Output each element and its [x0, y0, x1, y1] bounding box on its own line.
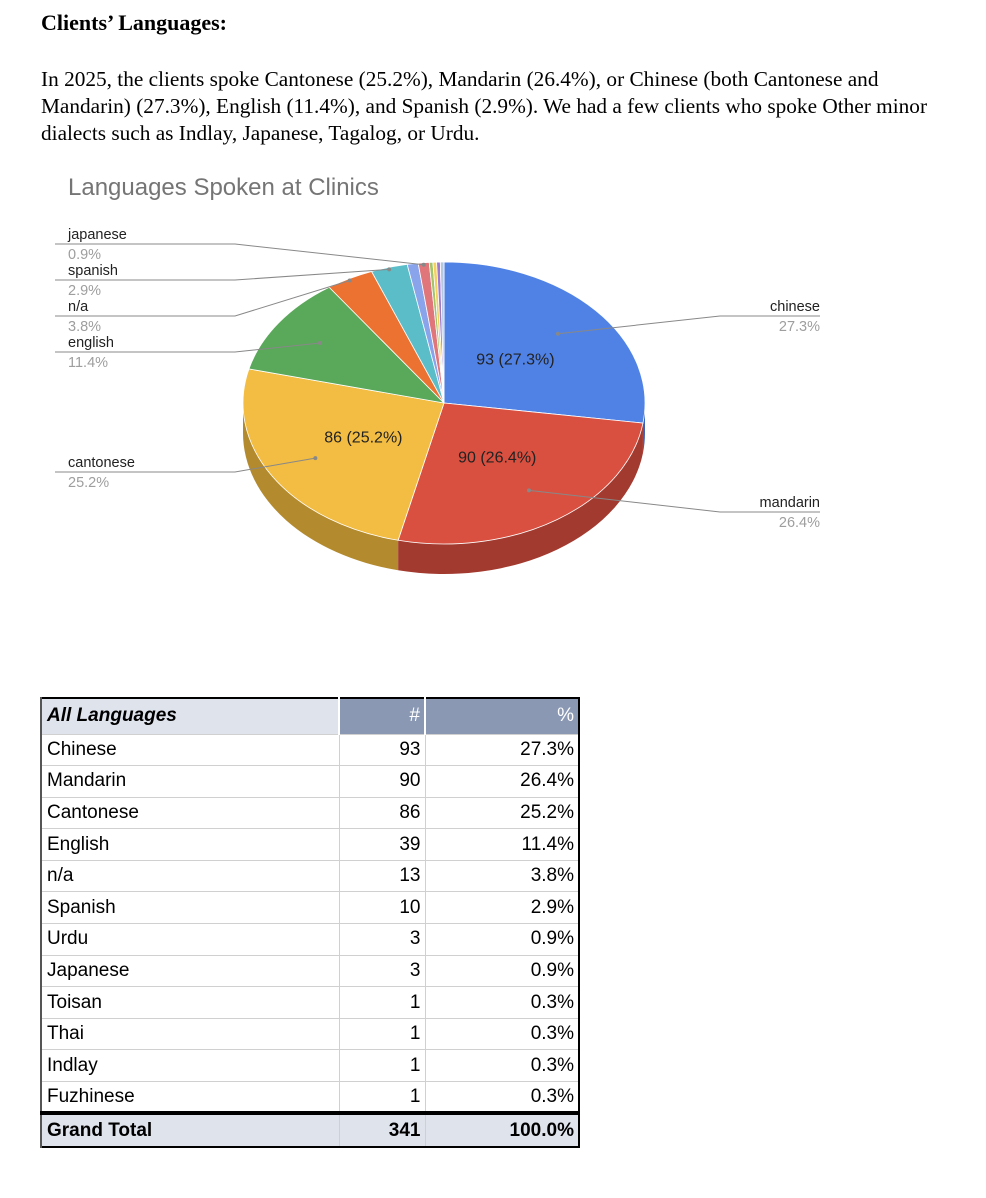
count-cell: 93 — [339, 734, 425, 766]
grand-total-label: Grand Total — [41, 1113, 339, 1147]
count-cell: 90 — [339, 766, 425, 798]
percent-cell: 11.4% — [425, 829, 579, 861]
language-cell: n/a — [41, 860, 339, 892]
header-count: # — [339, 698, 425, 734]
language-cell: Spanish — [41, 892, 339, 924]
table-row — [41, 797, 579, 829]
count-cell: 3 — [339, 924, 425, 956]
language-cell: Fuzhinese — [41, 1082, 339, 1114]
intro-paragraph: In 2025, the clients spoke Cantonese (25.2%), Mandarin (26.4%), or Chinese (both Cantonese and Mandarin) (27.3%), English (11.4%), and Spanish (2.9%). We had a few clients who spoke Other minor dialects such as Indlay, Japanese, Tagalog, or Urdu. — [41, 67, 928, 145]
percent-cell: 0.3% — [425, 987, 579, 1019]
languages-pie-chart — [0, 160, 986, 640]
grand-total-row — [41, 1113, 579, 1147]
table-row — [41, 1018, 579, 1050]
language-cell: English — [41, 829, 339, 861]
language-cell: Thai — [41, 1018, 339, 1050]
slice-label-cantonese: 86 (25.2%) — [324, 429, 403, 447]
count-cell: 10 — [339, 892, 425, 924]
percent-cell: 2.9% — [425, 892, 579, 924]
legend-name-mandarin: mandarin — [759, 495, 820, 511]
legend-pct-mandarin: 26.4% — [778, 515, 820, 531]
table-header-row — [41, 698, 579, 734]
language-cell: Mandarin — [41, 766, 339, 798]
table-row — [41, 892, 579, 924]
legend-pct-english: 11.4% — [68, 355, 109, 371]
pie-slice-chinese — [444, 262, 645, 423]
count-cell: 1 — [339, 1050, 425, 1082]
table-row — [41, 1082, 579, 1114]
leader-dot-spanish — [387, 267, 391, 271]
percent-cell: 25.2% — [425, 797, 579, 829]
table-row — [41, 829, 579, 861]
section-heading: Clients’ Languages: — [41, 10, 227, 35]
legend-pct-na: 3.8% — [68, 319, 102, 335]
language-cell: Cantonese — [41, 797, 339, 829]
table-row — [41, 987, 579, 1019]
table-row — [41, 955, 579, 987]
percent-cell: 26.4% — [425, 766, 579, 798]
legend-name-english: english — [68, 335, 114, 351]
count-cell: 1 — [339, 1018, 425, 1050]
slice-label-chinese: 93 (27.3%) — [476, 351, 555, 369]
count-cell: 1 — [339, 1082, 425, 1114]
leader-dot-na — [348, 278, 352, 282]
grand-total-count: 341 — [339, 1113, 425, 1147]
count-cell: 86 — [339, 797, 425, 829]
languages-table — [40, 697, 580, 1148]
legend-name-japanese: japanese — [68, 227, 127, 243]
percent-cell: 3.8% — [425, 860, 579, 892]
table-row — [41, 734, 579, 766]
language-cell: Indlay — [41, 1050, 339, 1082]
leader-dot-cantonese — [313, 456, 317, 460]
count-cell: 39 — [339, 829, 425, 861]
table-row — [41, 1050, 579, 1082]
count-cell: 13 — [339, 860, 425, 892]
legend-pct-japanese: 0.9% — [68, 247, 102, 263]
legend-pct-chinese: 27.3% — [778, 319, 820, 335]
leader-dot-mandarin — [527, 488, 531, 492]
header-percent: % — [425, 698, 579, 734]
leader-line-japanese — [55, 244, 424, 265]
legend-name-na: n/a — [68, 299, 89, 315]
chart-title: Languages Spoken at Clinics — [68, 174, 379, 201]
legend-name-chinese: chinese — [770, 299, 820, 315]
grand-total-percent: 100.0% — [425, 1113, 579, 1147]
count-cell: 3 — [339, 955, 425, 987]
legend-pct-spanish: 2.9% — [68, 283, 102, 299]
header-all-languages: All Languages — [41, 698, 339, 734]
percent-cell: 0.3% — [425, 1050, 579, 1082]
legend-pct-cantonese: 25.2% — [68, 475, 110, 491]
language-cell: Urdu — [41, 924, 339, 956]
leader-dot-japanese — [422, 263, 426, 267]
table-row — [41, 860, 579, 892]
leader-dot-chinese — [556, 332, 560, 336]
percent-cell: 0.9% — [425, 924, 579, 956]
table-row — [41, 766, 579, 798]
count-cell: 1 — [339, 987, 425, 1019]
leader-dot-english — [318, 341, 322, 345]
language-cell: Japanese — [41, 955, 339, 987]
slice-label-mandarin: 90 (26.4%) — [458, 449, 537, 467]
pie-tops — [243, 262, 645, 544]
percent-cell: 0.3% — [425, 1082, 579, 1114]
language-cell: Chinese — [41, 734, 339, 766]
percent-cell: 0.3% — [425, 1018, 579, 1050]
legend-name-spanish: spanish — [68, 263, 118, 279]
language-cell: Toisan — [41, 987, 339, 1019]
table-row — [41, 924, 579, 956]
percent-cell: 0.9% — [425, 955, 579, 987]
percent-cell: 27.3% — [425, 734, 579, 766]
legend-name-cantonese: cantonese — [68, 455, 135, 471]
